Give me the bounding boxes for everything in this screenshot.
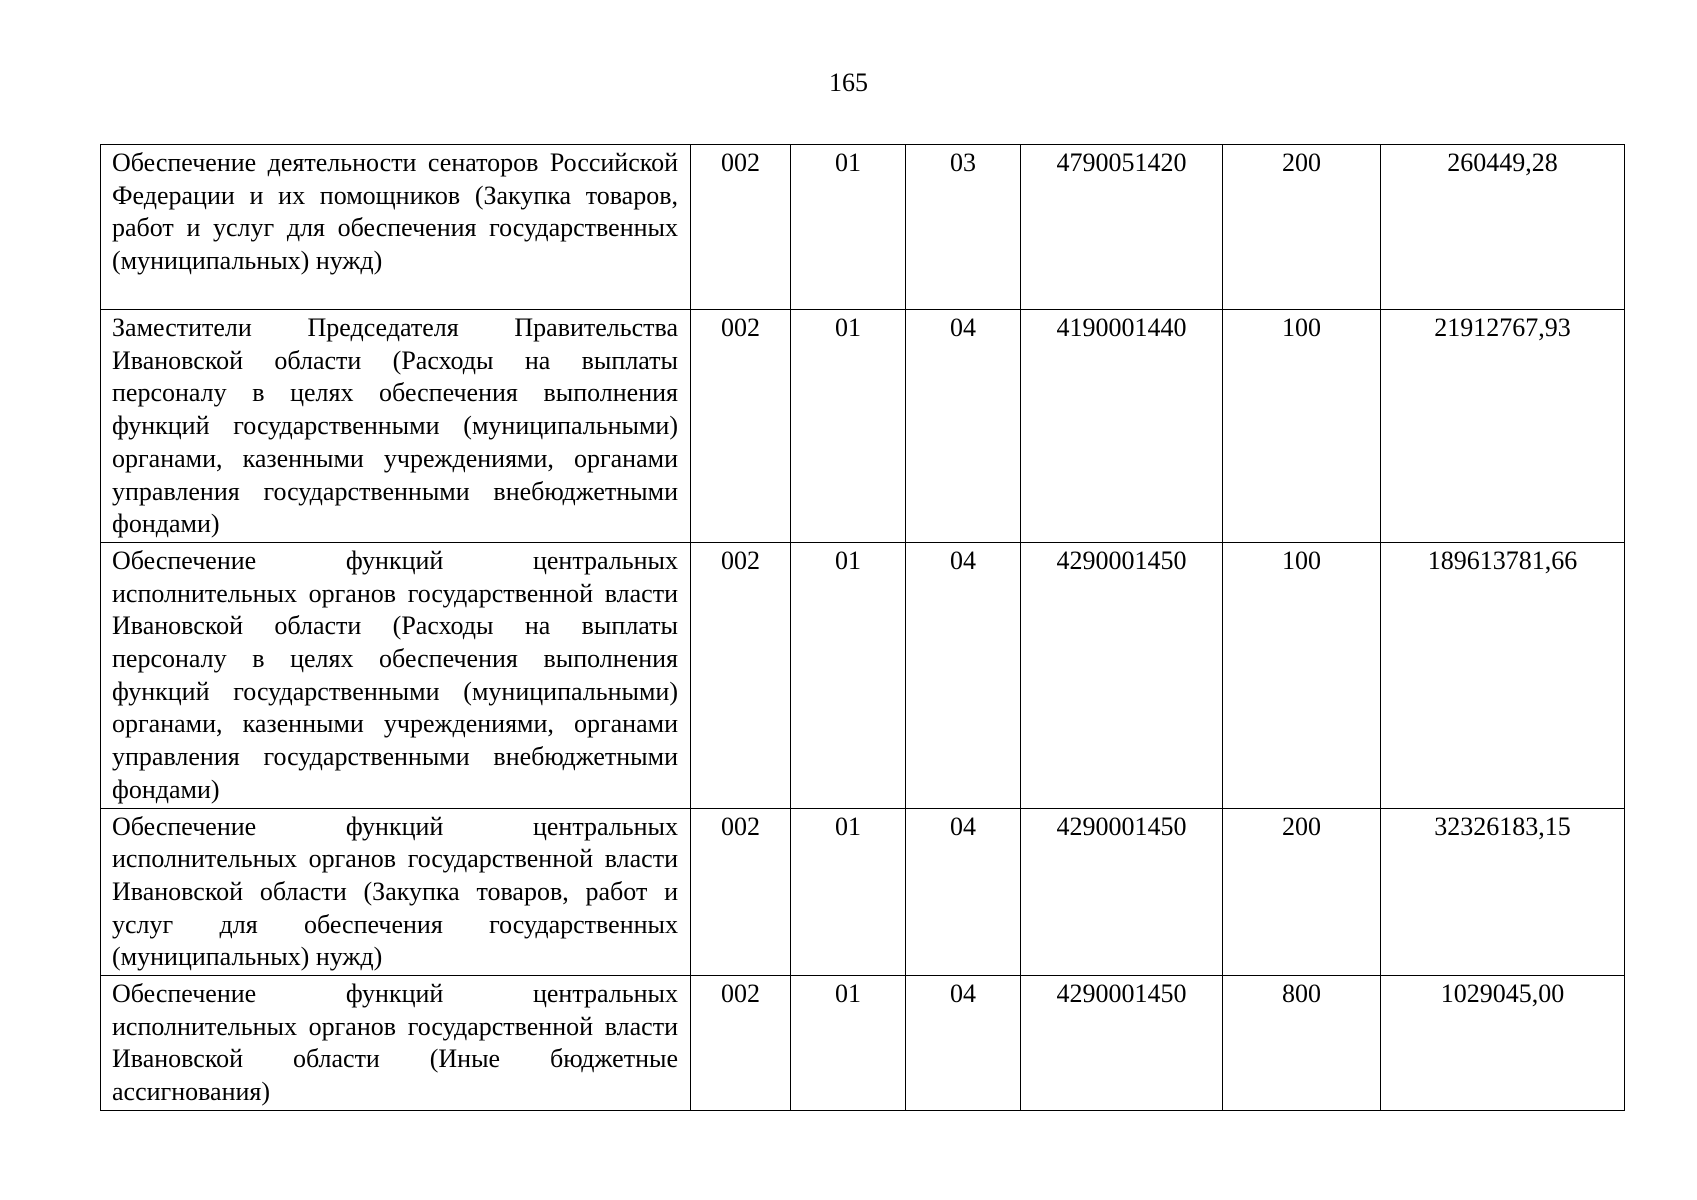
expense-type-code: 800 [1223,976,1381,1111]
amount: 32326183,15 [1381,808,1625,976]
ministry-code: 002 [691,808,791,976]
amount: 1029045,00 [1381,976,1625,1111]
page-number: 165 [829,68,868,97]
ministry-code: 002 [691,145,791,310]
target-article-code: 4290001450 [1021,542,1223,808]
expense-type-code: 100 [1223,542,1381,808]
section-code: 01 [791,976,906,1111]
table-row [101,310,1625,543]
table-row [101,976,1625,1111]
table-row [101,542,1625,808]
ministry-code: 002 [691,310,791,543]
ministry-code: 002 [691,542,791,808]
table-body [101,145,1625,1111]
expense-description: Обеспечение функций центральных исполнительных органов государственной власти Ивановской области (Иные бюджетные ассигнования) [101,976,691,1111]
target-article-code: 4290001450 [1021,976,1223,1111]
subsection-code: 04 [906,542,1021,808]
section-code: 01 [791,145,906,310]
expense-type-code: 200 [1223,808,1381,976]
subsection-code: 03 [906,145,1021,310]
table-row [101,145,1625,310]
amount: 260449,28 [1381,145,1625,310]
subsection-code: 04 [906,310,1021,543]
expense-description: Обеспечение функций центральных исполнительных органов государственной власти Ивановской области (Расходы на выплаты персоналу в целях обеспечения выполнения функций государственными (муниципальными) органами, казенными учреждениями, органами управления государственными внебюджетными фондами) [101,542,691,808]
target-article-code: 4790051420 [1021,145,1223,310]
amount: 189613781,66 [1381,542,1625,808]
expense-type-code: 200 [1223,145,1381,310]
expense-description: Обеспечение деятельности сенаторов Российской Федерации и их помощников (Закупка товаров, работ и услуг для обеспечения государственных (муниципальных) нужд) [101,145,691,310]
ministry-code: 002 [691,976,791,1111]
subsection-code: 04 [906,808,1021,976]
subsection-code: 04 [906,976,1021,1111]
section-code: 01 [791,310,906,543]
section-code: 01 [791,542,906,808]
amount: 21912767,93 [1381,310,1625,543]
table-row [101,808,1625,976]
section-code: 01 [791,808,906,976]
target-article-code: 4290001450 [1021,808,1223,976]
target-article-code: 4190001440 [1021,310,1223,543]
budget-table [100,144,1625,1111]
expense-description: Заместители Председателя Правительства Ивановской области (Расходы на выплаты персоналу в целях обеспечения выполнения функций государственными (муниципальными) органами, казенными учреждениями, органами управления государственными внебюджетными фондами) [101,310,691,543]
expense-type-code: 100 [1223,310,1381,543]
expense-description: Обеспечение функций центральных исполнительных органов государственной власти Ивановской области (Закупка товаров, работ и услуг для обеспечения государственных (муниципальных) нужд) [101,808,691,976]
